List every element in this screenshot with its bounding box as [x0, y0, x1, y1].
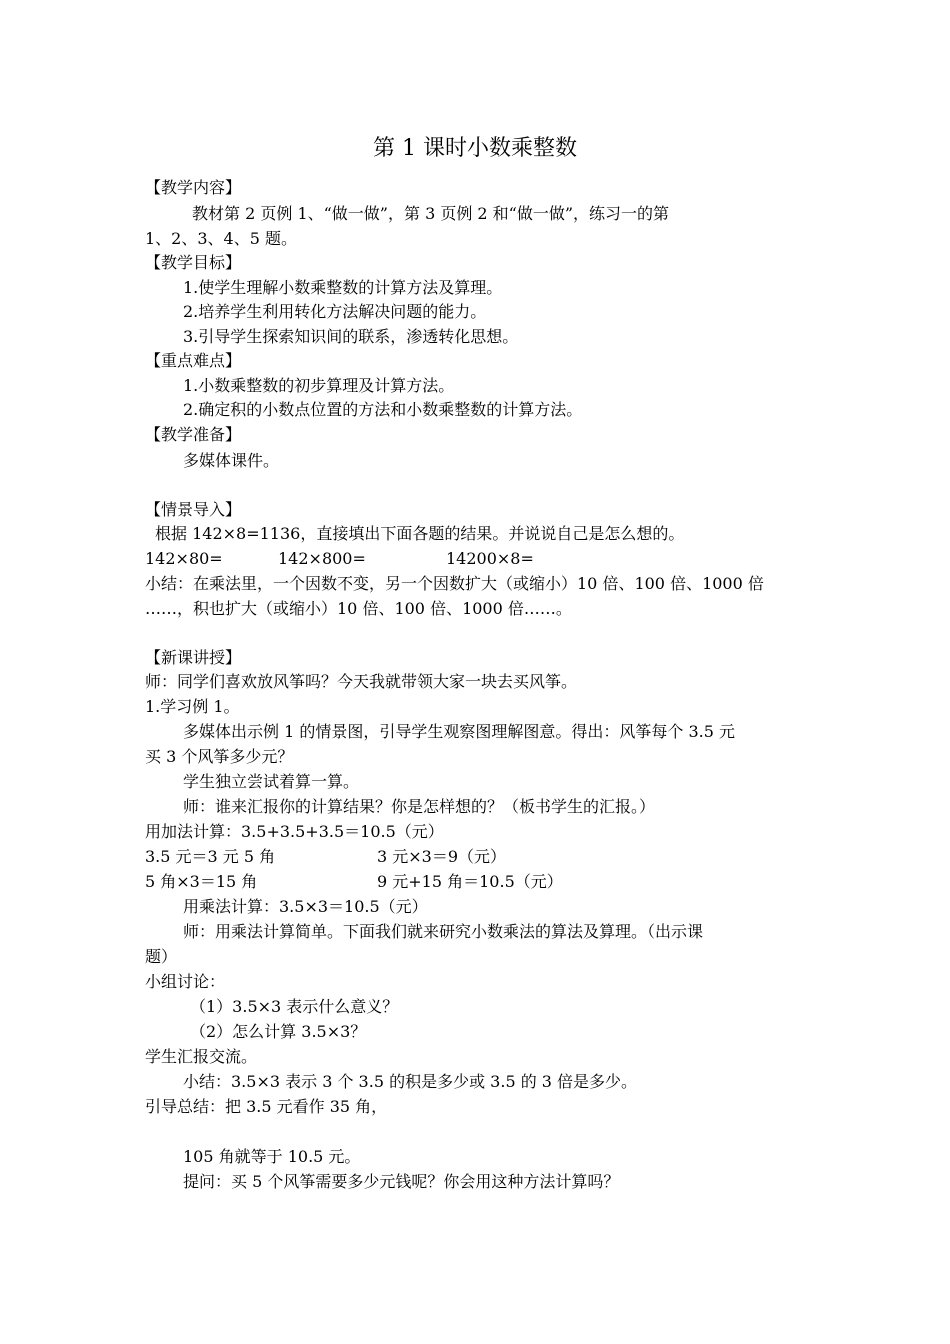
paragraph-line: 用加法计算：3.5+3.5+3.5＝10.5（元） — [145, 822, 444, 841]
calc-line: 5 角×3＝15 角 — [145, 872, 258, 891]
paragraph-line: 买 3 个风筝多少元？ — [145, 747, 294, 766]
goal-item: 2.培养学生利用转化方法解决问题的能力。 — [183, 302, 487, 321]
paragraph-line: 多媒体出示例 1 的情景图，引导学生观察图理解图意。得出：风筝每个 3.5 元 — [183, 722, 735, 741]
paragraph-line: ……，积也扩大（或缩小）10 倍、100 倍、1000 倍……。 — [145, 599, 572, 618]
calc-line: 3.5 元＝3 元 5 角 — [145, 847, 276, 866]
calc-line: 9 元+15 角＝10.5（元） — [377, 872, 563, 891]
paragraph-line: 师：谁来汇报你的计算结果？你是怎样想的？（板书学生的汇报。） — [183, 797, 656, 816]
paragraph-line: 学生独立尝试着算一算。 — [183, 772, 360, 791]
section-heading-new-lesson: 【新课讲授】 — [145, 648, 242, 667]
paragraph-line: 小结：3.5×3 表示 3 个 3.5 的积是多少或 3.5 的 3 倍是多少。 — [183, 1072, 638, 1091]
paragraph-line: 根据 142×8=1136，直接填出下面各题的结果。并说说自己是怎么想的。 — [155, 524, 685, 543]
paragraph-line: 用乘法计算：3.5×3＝10.5（元） — [183, 897, 428, 916]
paragraph-line: 提问：买 5 个风筝需要多少元钱呢？你会用这种方法计算吗？ — [183, 1172, 620, 1191]
section-heading-content: 【教学内容】 — [145, 178, 242, 197]
paragraph-line: 105 角就等于 10.5 元。 — [183, 1147, 361, 1166]
section-heading-goals: 【教学目标】 — [145, 253, 242, 272]
section-heading-preparation: 【教学准备】 — [145, 425, 242, 444]
paragraph-line: 1、2、3、4、5 题。 — [145, 229, 297, 248]
paragraph-line: 师：同学们喜欢放风筝吗？今天我就带领大家一块去买风筝。 — [145, 672, 578, 691]
goal-item: 1.使学生理解小数乘整数的计算方法及算理。 — [183, 278, 503, 297]
key-point-item: 1.小数乘整数的初步算理及计算方法。 — [183, 376, 455, 395]
paragraph-line: 引导总结：把 3.5 元看作 35 角， — [145, 1097, 388, 1116]
paragraph-line: 题） — [145, 947, 178, 966]
key-point-item: 2.确定积的小数点位置的方法和小数乘整数的计算方法。 — [183, 400, 583, 419]
paragraph-line: 小结：在乘法里，一个因数不变，另一个因数扩大（或缩小）10 倍、100 倍、1000 倍 — [145, 574, 764, 593]
paragraph-line: 小组讨论： — [145, 972, 226, 991]
paragraph-line: 1.学习例 1。 — [145, 697, 240, 716]
paragraph-line: 学生汇报交流。 — [145, 1047, 258, 1066]
goal-item: 3.引导学生探索知识间的联系，渗透转化思想。 — [183, 327, 519, 346]
paragraph-line: 师：用乘法计算简单。下面我们就来研究小数乘法的算法及算理。（出示课 — [183, 922, 704, 941]
paragraph-line: 教材第 2 页例 1、“做一做”，第 3 页例 2 和“做一做”，练习一的第 — [192, 204, 670, 223]
exercise-item: 14200×8= — [446, 549, 534, 568]
exercise-item: 142×800= — [278, 549, 366, 568]
discussion-item: （1）3.5×3 表示什么意义？ — [190, 997, 399, 1016]
paragraph-line: 多媒体课件。 — [183, 451, 280, 470]
discussion-item: （2）怎么计算 3.5×3？ — [190, 1022, 367, 1041]
calc-line: 3 元×3＝9（元） — [377, 847, 507, 866]
exercise-item: 142×80= — [145, 549, 223, 568]
section-heading-key-points: 【重点难点】 — [145, 351, 242, 370]
section-heading-intro: 【情景导入】 — [145, 500, 242, 519]
page-title: 第 1 课时小数乘整数 — [373, 136, 577, 161]
